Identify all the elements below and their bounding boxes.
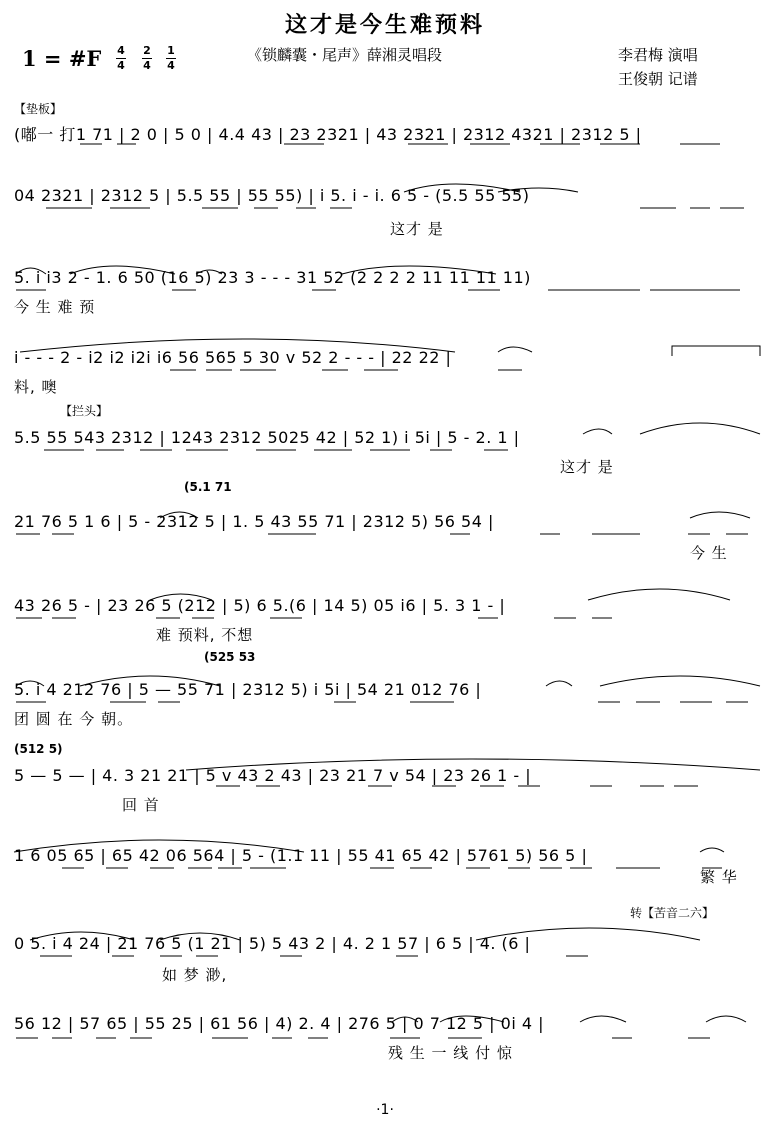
meter-bottom: 4 [117, 59, 125, 72]
key-signature: 1 = #F [22, 46, 102, 71]
meter-top: 4 [117, 44, 125, 57]
lyric-line-5: 这才 是 [560, 458, 614, 476]
lyric-line-10: 繁 华 [700, 868, 738, 886]
notation-line-10: 1 6 05 65 | 65 42 06 564 | 5 - (1.1 11 | 55 41 65 42 | 5761 5) 56 5 | [14, 846, 588, 865]
notation-line-11: 0 5. i 4 24 | 21 76 5 (1 21 | 5) 5 43 2 | 4. 2 1 57 | 6 5 | 4. (6 | [14, 934, 531, 953]
section-label-dianban: 【垫板】 [14, 102, 63, 116]
lyric-line-6: 今 生 [690, 544, 728, 562]
time-signature-4-4 [116, 44, 126, 73]
meter-top: 1 [167, 44, 175, 57]
notation-line-1: (嘟一 打1 71 | 2 0 | 5 0 | 4.4 43 | 23 2321 | 43 2321 | 2312 4321 | 2312 5 | [14, 125, 642, 144]
song-subtitle: 《锁麟囊・尾声》薛湘灵唱段 [247, 46, 443, 64]
meter-top: 2 [143, 44, 151, 57]
meter-bottom: 4 [143, 59, 151, 72]
time-signature-1-4 [166, 44, 176, 73]
singer-credit: 李君梅 演唱 [618, 46, 698, 64]
notation-line-3: 5. i i3 2 - 1. 6 50 (16 5) 23 3 - - - 31 52 (2 2 2 2 11 11 11 11) [14, 268, 531, 287]
song-title: 这才是今生难预料 [284, 13, 485, 38]
notation-line-5: 5.5 55 543 2312 | 1243 2312 5025 42 | 52 1) i 5i | 5 - 2. 1 | [14, 428, 520, 447]
lyric-line-12: 残 生 一 线 付 惊 [388, 1044, 513, 1062]
lyric-line-11: 如 梦 渺, [162, 966, 228, 984]
notation-line-9: 5 — 5 — | 4. 3 21 21 | 5 v 43 2 43 | 23 21 7 v 54 | 23 26 1 - | [14, 766, 532, 785]
notation-line-6: 21 76 5 1 6 | 5 - 2312 5 | 1. 5 43 55 71 | 2312 5) 56 54 | [14, 512, 494, 531]
lyric-line-7: 难 预料, 不想 [156, 626, 254, 644]
grace-annotation-2: (525 53 [204, 650, 256, 664]
notation-line-12: 56 12 | 57 65 | 55 25 | 61 56 | 4) 2. 4 | 276 5 | 0 7 12 5 | 0i 4 | [14, 1014, 545, 1033]
section-label-transition: 转【苦音二六】 [630, 906, 715, 920]
grace-annotation-1: (5.1 71 [184, 480, 232, 494]
grace-annotation-3: (512 5) [14, 742, 63, 756]
notation-line-7: 43 26 5 - | 23 26 5 (212 | 5) 6 5.(6 | 14 5) 05 i6 | 5. 3 1 - | [14, 596, 506, 615]
lyric-line-2: 这才 是 [390, 220, 444, 238]
transcriber-credit: 王俊朝 记谱 [618, 70, 698, 88]
notation-line-2: 04 2321 | 2312 5 | 5.5 55 | 55 55) | i 5. i - i. 6 5 - (5.5 55 55) [14, 186, 530, 205]
lyric-line-3: 今 生 难 预 [14, 298, 96, 316]
meter-bottom: 4 [167, 59, 175, 72]
page-number: ·1· [376, 1102, 394, 1118]
notation-line-4: i - - - 2 - i2 i2 i2i i6 56 565 5 30 v 52 2 - - - | 22 22 | [14, 348, 452, 367]
section-label-lantou: 【拦头】 [60, 404, 109, 418]
lyric-line-4: 料, 噢 [14, 378, 58, 396]
notation-line-8: 5. i 4 212 76 | 5 — 55 71 | 2312 5) i 5i | 54 21 012 76 | [14, 680, 482, 699]
lyric-line-8: 团 圆 在 今 朝。 [14, 710, 134, 728]
time-signature-2-4 [142, 44, 152, 73]
lyric-line-9: 回 首 [122, 796, 160, 814]
